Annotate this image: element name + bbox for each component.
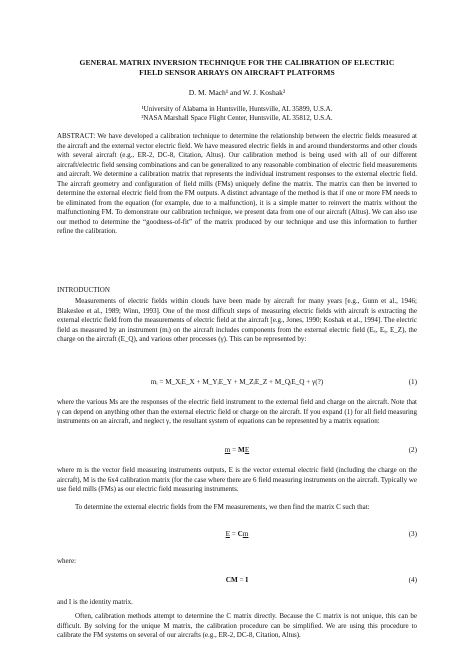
paragraph-after-eq2: where m is the vector field measuring instruments outputs, E is the vector external electric field (including the charge on the aircraft), M is the 6x4 calibration matrix (for the case where there are 6 field measuring instruments on the aircraft. Typically we use field mills (FMs) as our electric field measuring instruments. — [57, 466, 417, 493]
equation-4-expression: CM = I — [225, 576, 249, 584]
paragraph-last: Often, calibration methods attempt to determine the C matrix directly. Because the C matrix is not unique, this can be difficult. By solving for the unique M matrix, the calibration procedure can be simplified. We are using this procedure to calibrate the FM systems on several of our aircrafts (e.g., ER-2, DC-8, Citation, Altus). — [57, 612, 417, 639]
equation-2-number: (2) — [408, 446, 417, 454]
equation-1-expression: mᵢ = M_XᵢE_X + M_YᵢE_Y + M_ZᵢE_Z + M_QᵢE_Q + γ(?) — [150, 378, 324, 386]
paper-title — [40, 58, 434, 78]
paragraph-identity: and I is the identity matrix. — [57, 598, 133, 606]
equation-2-expression: m = ME — [224, 446, 250, 454]
equation-4 — [57, 574, 417, 586]
equation-3 — [57, 528, 417, 540]
equation-1 — [57, 376, 417, 388]
intro-paragraph: Measurements of electric fields within clouds have been made by aircraft for many years [e.g., Gunn et al., 1946; Blakeslee et al., 1989; Winn, 1993]. One of the most difficult steps of measuring electric fields with aircraft is extracting the external electric field from the measurements of electric field at the aircraft [e.g., Jones, 1990; Koshak et al., 1994]. The electric field as measured by an instrument (mᵢ) on the aircraft includes components from the external electric field (Eₓ, Eᵧ, E_Z), the charge on the aircraft (E_Q), and various other processes (γ). This can be represented by: — [57, 297, 417, 343]
abstract: ABSTRACT: We have developed a calibration technique to determine the relationship between the electric fields measured at the aircraft and the external vector electric field. We have measured electric fields in and around thunderstorms and other clouds with several aircraft (e.g., ER-2, DC-8, Citation, Altus). Our calibration method is being used with all of our different aircraft/electric field sensing combinations and can be generalized to any reasonable combination of electric field measurements and aircraft. We determine a calibration matrix that represents the individual instrument responses to the external electric field. The aircraft geometry and configuration of field mills (FMs) uniquely define the matrix. The matrix can then be inverted to determine the external electric field from the FM outputs. A distinct advantage of the method is that if one or more FM needs to be eliminated from the equation (for example, due to a malfunction), it is a simple matter to reinvert the matrix without the malfunctioning FM. To demonstrate our calibration technique, we present data from one of our aircraft (Altus). We can also use our method to determine the “goodness-of-fit” of the matrix produced by our technique and use this information to further refine the calibration. — [57, 132, 417, 235]
title-line-2: FIELD SENSOR ARRAYS ON AIRCRAFT PLATFORMS — [139, 68, 335, 77]
affiliation-2: ²NASA Marshall Space Flight Center, Huntsville, AL 35812, U.S.A. — [141, 114, 333, 122]
title-line-1: GENERAL MATRIX INVERSION TECHNIQUE FOR THE CALIBRATION OF ELECTRIC — [79, 58, 395, 67]
paragraph-after-eq1: where the various Ms are the responses of the electric field instrument to the external field and charge on the aircraft. Note that γ can depend on anything other than the external electric field or charge on the aircraft. If you expand (1) for all field measuring instruments on an aircraft, and neglect γ, the resultant system of equations can be represented by a matrix equation: — [57, 398, 417, 425]
intro-heading: INTRODUCTION — [57, 286, 110, 294]
equation-4-number: (4) — [408, 576, 417, 584]
equation-1-number: (1) — [408, 378, 417, 386]
authors: D. M. Mach¹ and W. J. Koshak² — [188, 88, 286, 97]
affiliation-1: ¹University of Alabama in Huntsville, Huntsville, AL 35899, U.S.A. — [141, 105, 333, 113]
equation-3-number: (3) — [408, 530, 417, 538]
equation-3-expression: E = Cm — [225, 530, 249, 538]
paragraph-find-c: To determine the external electric fields from the FM measurements, we then find the matrix C such that: — [75, 503, 370, 511]
where-label: where: — [57, 557, 77, 565]
equation-2 — [57, 444, 417, 456]
